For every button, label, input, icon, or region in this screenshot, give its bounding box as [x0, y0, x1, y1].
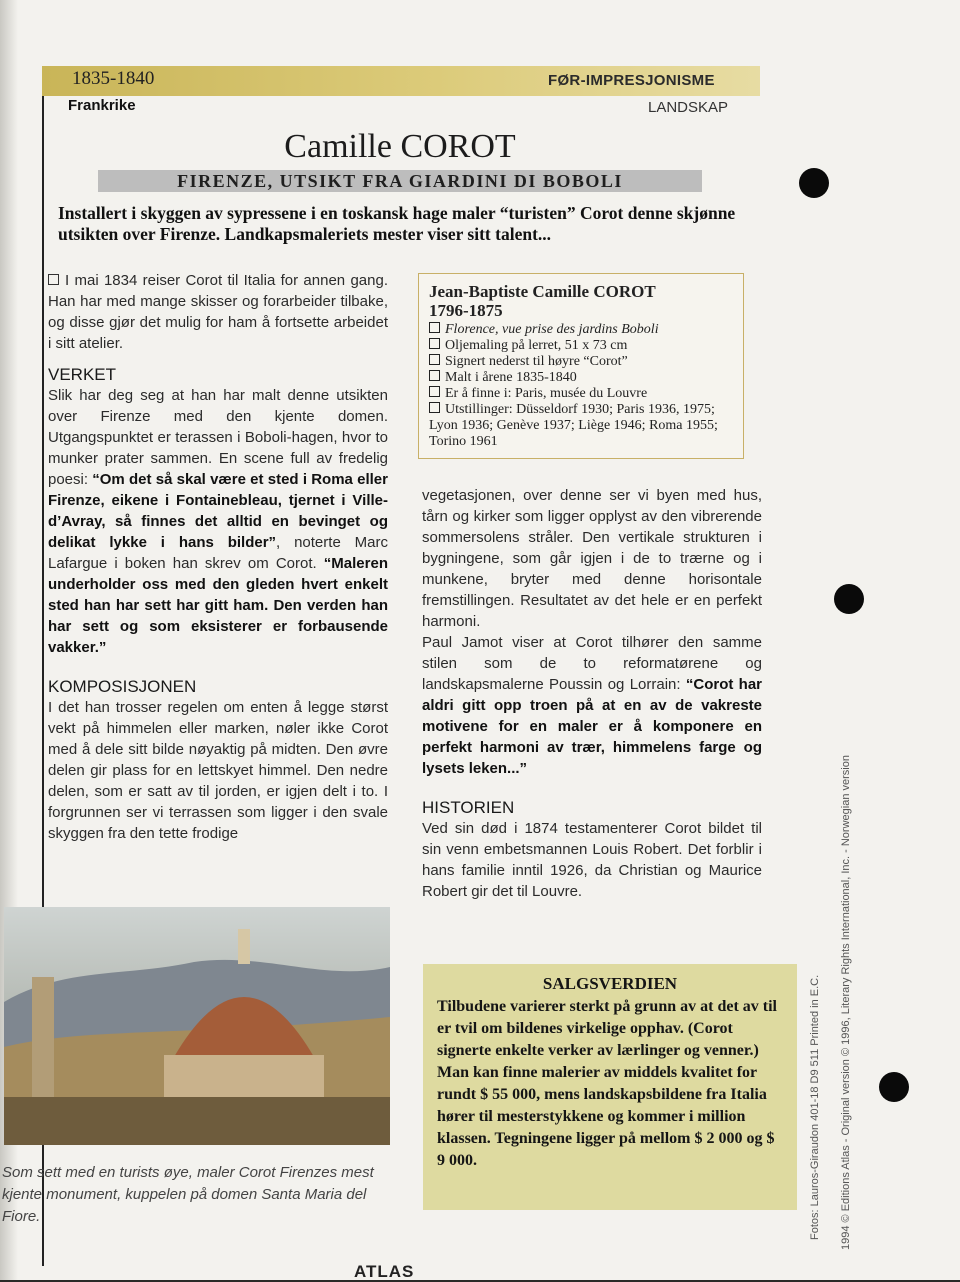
- atlas-logo: ATLAS: [354, 1262, 415, 1281]
- opening-paragraph: I mai 1834 reiser Corot til Italia for annen gang. Han har med mange skisser og forarbeider tilbake, og disse gjør det mulig for ham å fortsette arbeidet i sitt atelier.: [48, 272, 388, 352]
- checkbox-icon: [429, 386, 440, 397]
- artwork-title: FIRENZE, UTSIKT FRA GIARDINI DI BOBOLI: [98, 170, 702, 192]
- verket-quote-1: “Om det så skal være et sted i Roma eller Firenze, eikene i Fontainebleau, tjernet i Ville-d’Avray, så finnes det alltid en bevinget og delikat lykke i hans bilder”: [48, 471, 388, 551]
- intro-paragraph: Installert i skyggen av sypressene i en toskansk hage maler “turisten” Corot denne skjønne utsikten over Firenze. Landkapsmaleriets mester viser sitt talent...: [58, 203, 736, 244]
- checkbox-icon: [48, 274, 59, 285]
- left-column: [48, 270, 388, 844]
- copyright-line: 1994 © Editions Atlas - Original version © 1996, Literary Rights International, Inc. - Norwegian version: [840, 755, 852, 1250]
- fact-item: Er å finne i: Paris, musée du Louvre: [429, 386, 733, 402]
- genre-label: LANDSKAP: [648, 99, 729, 116]
- fact-item: Florence, vue prise des jardins Boboli: [429, 322, 733, 338]
- image-caption: Som sett med en turists øye, maler Corot Firenzes mest kjente monument, kuppelen på domen Santa Maria del Fiore.: [2, 1164, 374, 1225]
- sales-text: Tilbudene varierer sterkt på grunn av at det av til er tvil om bildenes virkelige opphav. (Corot signerte enkelte verker av lærlinger og venner.) Man kan finne malerier av middels kvalitet for rundt $ 55 000, mens landskapsbildene fra Italia hører til mesterstykkene og kommer i million klassen. Tegningene ligger på mellom $ 2 000 og $ 9 000.: [437, 998, 777, 1169]
- historien-text: Ved sin død i 1874 testamenterer Corot bildet til sin venn embetsmannen Louis Robert. Det forblir i hans familie inntil 1926, da Christian og Maurice Robert gir det til Louvre.: [422, 820, 762, 900]
- binder-hole: [879, 1072, 909, 1102]
- verket-text-a: Slik har deg seg at han har malt denne utsikten over Firenze med den kjente domen. Utgangspunktet er terassen i Boboli-hagen, hvor to munker prater sammen. En scene full av fredelig poesi:: [48, 387, 388, 488]
- checkbox-icon: [429, 322, 440, 333]
- checkbox-icon: [429, 354, 440, 365]
- checkbox-icon: [429, 402, 440, 413]
- right-column: [422, 485, 762, 902]
- artist-dates: 1796-1875: [429, 301, 503, 320]
- artist-name: Jean-Baptiste Camille COROT: [429, 282, 656, 301]
- page-title: Camille COROT: [284, 128, 516, 165]
- jamot-quote: “Corot har aldri gitt opp troen på at en av de vakreste motivene for en maler er å komponere en perfekt harmoni av trær, himmelens farge og lysets leken...”: [422, 676, 762, 777]
- side-credits: Fotos: Lauros-Giraudon 401-18 D9 511 Printed in E.C.: [809, 974, 821, 1240]
- years-label: 1835-1840: [72, 68, 155, 89]
- artwork-info-box: [418, 273, 744, 459]
- sales-value-box: [423, 964, 797, 1210]
- artwork-facts-list: [429, 322, 733, 450]
- section-heading-komposisjonen: KOMPOSISJONEN: [48, 677, 197, 696]
- right-paragraph-2: Paul Jamot viser at Corot tilhører den samme stilen som de to reformatørene og landskapsmalerne Poussin og Lorrain:: [422, 634, 762, 693]
- verket-quote-2: “Maleren underholder oss med den gleden hvert enkelt sted han har sett har gitt ham. Den verden han har sett og som eksisterer er forbausende vakker.”: [48, 555, 388, 656]
- binder-hole: [799, 168, 829, 198]
- country-label: Frankrike: [68, 97, 136, 114]
- section-heading-historien: HISTORIEN: [422, 798, 515, 817]
- binder-hole: [834, 584, 864, 614]
- komposisjonen-text: I det han trosser regelen om enten å legge størst vekt på himmelen eller marken, nøler ikke Corot med å dele sitt bilde nøyaktig på midten. Den øvre delen gir plass for en lettskyet himmel. Den nedre delen, som er satt av til jorden, er igjen delt i to. I forgrunnen ser vi terrassen som ligger i den svale skyggen fra den tette frodige: [48, 699, 388, 842]
- fact-item: Oljemaling på lerret, 51 x 73 cm: [429, 338, 733, 354]
- sales-title: SALGSVERDIEN: [542, 974, 678, 993]
- verket-text-b: , noterte Marc Lafargue i boken han skrev om Corot.: [48, 534, 388, 572]
- checkbox-icon: [429, 338, 440, 349]
- section-heading-verket: VERKET: [48, 365, 117, 384]
- fact-item: Malt i årene 1835-1840: [429, 370, 733, 386]
- fact-item: Signert nederst til høyre “Corot”: [429, 354, 733, 370]
- checkbox-icon: [429, 370, 440, 381]
- right-paragraph-1: vegetasjonen, over denne ser vi byen med hus, tårn og kirker som ligger opplyst av den vibrerende sommersolens stråler. Den vertikale strukturen i bygningene, som går igjen i de to trærne og i munkene, bryter med denne horisontale fremstillingen. Resultatet av det hele er en perfekt harmoni.: [422, 487, 762, 630]
- florence-dome-illustration: [4, 907, 390, 1145]
- fact-item: Utstillinger: Düsseldorf 1930; Paris 1936, 1975; Lyon 1936; Genève 1937; Liège 1946; Roma 1955; Torino 1961: [429, 402, 718, 449]
- movement-label: FØR-IMPRESJONISME: [548, 72, 715, 89]
- painting-detail-image: [4, 907, 390, 1145]
